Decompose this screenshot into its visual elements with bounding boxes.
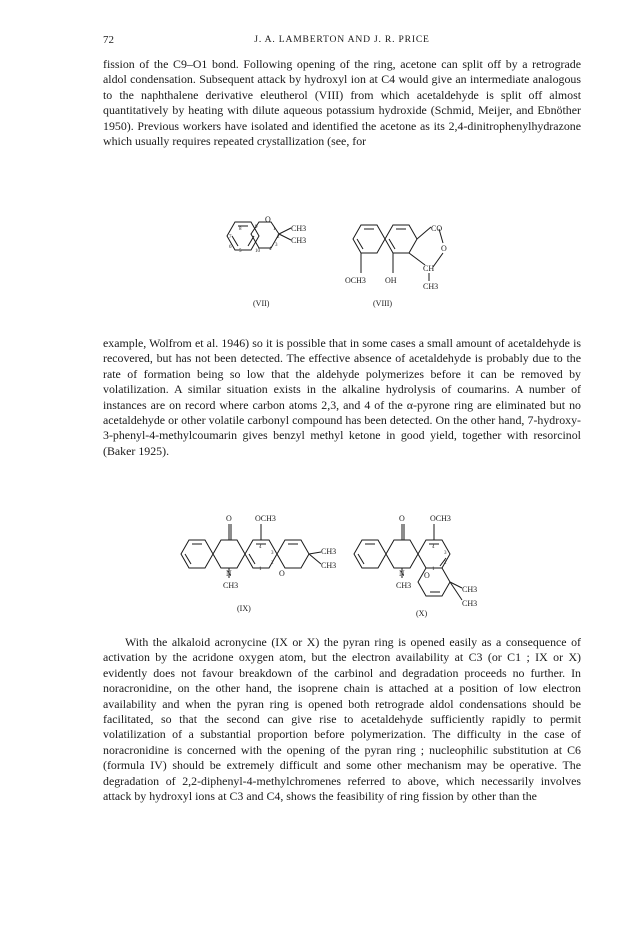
x-me2-label: CH3 xyxy=(462,599,478,608)
vii-me1-label: CH3 xyxy=(291,224,307,233)
viii-o-label: O xyxy=(441,244,447,253)
viii-co-label: CO xyxy=(431,224,443,233)
vii-num-6: 6 xyxy=(229,245,232,250)
ix-caption: (IX) xyxy=(237,604,251,613)
x-n-label: N xyxy=(399,569,405,578)
x-och3-label: OCH3 xyxy=(430,514,451,523)
x-carbonyl-o-label: O xyxy=(399,514,405,523)
viii-ch3-label: CH3 xyxy=(423,282,439,291)
vii-num-4: 4 xyxy=(269,247,272,252)
figure-x xyxy=(348,512,508,624)
vii-num-9: 9 xyxy=(255,225,258,230)
ix-carbonyl-o-label: O xyxy=(226,514,232,523)
x-me1-label: CH3 xyxy=(462,585,478,594)
vii-num-8: 8 xyxy=(239,227,242,232)
page-number: 72 xyxy=(103,34,114,46)
viii-oh-label: OH xyxy=(385,276,397,285)
viii-och3-label: OCH3 xyxy=(345,276,366,285)
vii-num-1: 1 xyxy=(273,227,276,232)
page-header xyxy=(103,34,581,50)
ix-me2-label: CH3 xyxy=(321,561,337,570)
vii-num-10: 10 xyxy=(255,249,260,254)
x-acridone-ring xyxy=(386,540,418,568)
ix-n-label: N xyxy=(226,569,232,578)
ix-nch3-label: CH3 xyxy=(223,581,239,590)
vii-o-label: O xyxy=(265,215,271,224)
x-caption: (X) xyxy=(416,609,428,618)
ix-ring-o-label: O xyxy=(279,569,285,578)
figure-viii xyxy=(345,215,465,315)
viii-caption: (VIII) xyxy=(373,299,393,308)
vii-num-5: 5 xyxy=(239,249,242,254)
vii-num-7: 7 xyxy=(229,235,232,240)
x-num-3: 3 xyxy=(444,551,447,556)
ix-num-4: 4 xyxy=(259,545,262,550)
vii-me2-label: CH3 xyxy=(291,236,307,245)
ix-num-1: 1 xyxy=(259,567,262,572)
figure-ix xyxy=(175,512,340,617)
running-title: J. A. LAMBERTON AND J. R. PRICE xyxy=(254,34,430,45)
paragraph-1: fission of the C9–O1 bond. Following opening of the ring, acetone can split off by a retrograde aldol condensation. Subsequent attack by hydroxyl ion at C4 would give an intermediate analogous to the naphthalene derivative eleutherol (VIII) from which acetaldehyde is split off almost quantitatively by heating with dilute aqueous potassium hydroxide (Schmid, Meijer, and Ebnöther 1950). Previous workers have isolated and identified the acetone as its 2,4-dinitrophenylhydrazone which usually requires repeated crystallization (see, for xyxy=(103,57,581,149)
paragraph-3: With the alkaloid acronycine (IX or X) the pyran ring is opened easily as a consequence of activation by the acridone oxygen atom, but the electron availability at C3 (or C1 ; IX or X) evidently does not favour breakdown of the carbinol and degradation proceeds no further. In noracronidine, on the other hand, the isoprene chain is attached at a position of low electron availability and when the pyran ring is opened both retrograde aldol condensations should be facilitated, so that the second can give rise to acetaldehyde sufficiently rapidly to permit volatilization of a substantial proportion before polymerization. The difficulty in the case of noracronidine is concerned with the opening of the pyran ring ; nucleophilic substitution at C6 (formula IV) should be extremely difficult and some other mechanism may be operative. The degradation of 2,2-diphenyl-4-methylchromenes referred to above, which necessarily involves attack by hydroxyl ions at C3 and C4, shows the feasibility of ring fission by other than the xyxy=(103,635,581,804)
ix-och3-label: OCH3 xyxy=(255,514,276,523)
vii-num-3: 3 xyxy=(275,243,278,248)
x-num-1: 1 xyxy=(432,567,435,572)
paragraph-2: example, Wolfrom et al. 1946) so it is possible that in some cases a small amount of acetaldehyde is recovered, but has not been detected. The effective absence of acetaldehyde is probably due to the rate of formation being so low that the aldehyde polymerizes before it can be removed by volatilization. A similar situation exists in the alkaline hydrolysis of coumarins. A number of instances are on record where carbon atoms 2,3, and 4 of the α-pyrone ring are eliminated but no acetaldehyde or other volatile carbonyl compound has been detected. On the other hand, 7-hydroxy-3-phenyl-4-methylcoumarin gives benzyl methyl ketone in good yield, together with resorcinol (Baker 1925). xyxy=(103,336,581,458)
ix-acridone-ring xyxy=(213,540,245,568)
x-num-2: 2 xyxy=(444,561,447,566)
x-num-4: 4 xyxy=(432,545,435,550)
vii-caption: (VII) xyxy=(253,299,270,308)
x-ring-o-label: O xyxy=(424,571,430,580)
ix-me1-label: CH3 xyxy=(321,547,337,556)
x-nch3-label: CH3 xyxy=(396,581,412,590)
viii-ch-label: CH xyxy=(423,264,435,273)
ix-num-3: 3 xyxy=(271,551,274,556)
ix-num-2: 2 xyxy=(271,561,274,566)
figure-vii xyxy=(215,210,320,310)
vii-num-2: 2 xyxy=(277,235,280,240)
